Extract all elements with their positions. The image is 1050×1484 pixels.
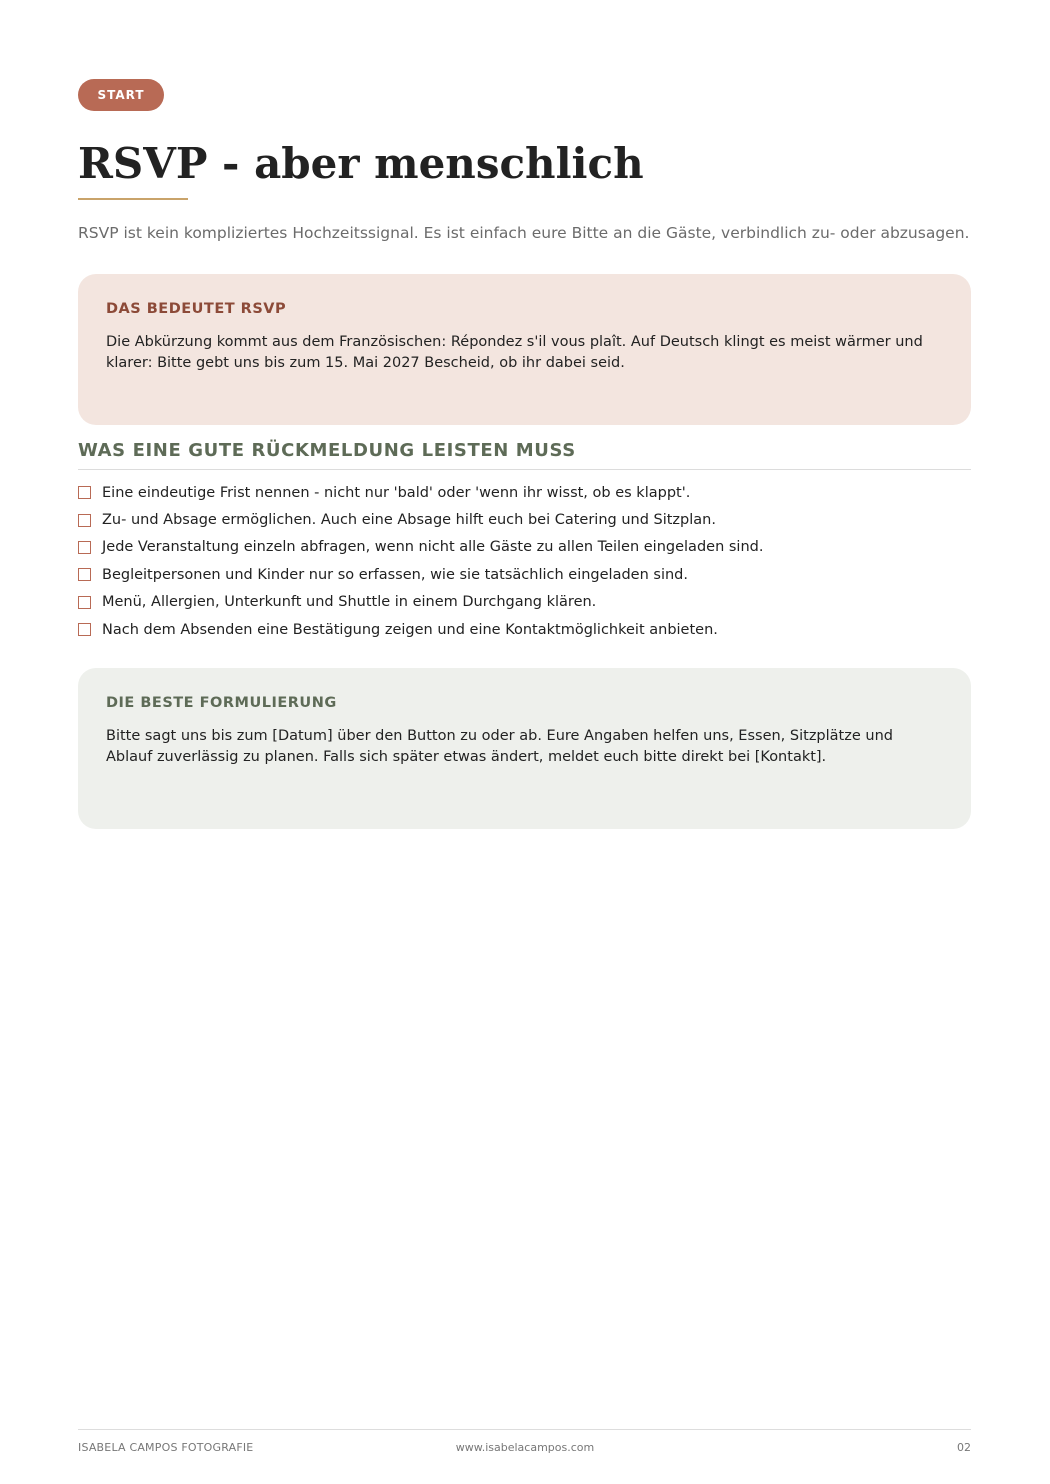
checklist-item-label: Menü, Allergien, Unterkunft und Shuttle in einem Durchgang klären. <box>102 594 597 611</box>
page-title: RSVP - aber menschlich <box>78 139 644 188</box>
title-underline <box>78 198 188 200</box>
rsvp-meaning-card <box>78 274 971 425</box>
start-badge: START <box>78 79 164 111</box>
checkbox-icon[interactable] <box>78 596 91 609</box>
footer-website-link[interactable]: www.isabelacampos.com <box>455 1441 595 1454</box>
footer-brand: ISABELA CAMPOS FOTOGRAFIE <box>78 1441 254 1454</box>
checklist-item <box>78 479 971 506</box>
checklist-item-label: Jede Veranstaltung einzeln abfragen, wenn nicht alle Gäste zu allen Teilen eingeladen sind. <box>102 539 764 556</box>
best-wording-heading: DIE BESTE FORMULIERUNG <box>106 695 337 711</box>
checklist-item-label: Begleitpersonen und Kinder nur so erfassen, wie sie tatsächlich eingeladen sind. <box>102 566 688 583</box>
checklist-item <box>78 589 971 616</box>
checkbox-icon[interactable] <box>78 514 91 527</box>
checkbox-icon[interactable] <box>78 568 91 581</box>
intro-text: RSVP ist kein kompliziertes Hochzeitssignal. Es ist einfach eure Bitte an die Gäste, verbindlich zu- oder abzusagen. <box>78 224 970 242</box>
checklist-divider <box>78 469 971 470</box>
checklist-heading: WAS EINE GUTE RÜCKMELDUNG LEISTEN MUSS <box>78 440 576 461</box>
rsvp-meaning-text: Die Abkürzung kommt aus dem Französischen: Répondez s'il vous plaît. Auf Deutsch klingt es meist wärmer und klarer: Bitte gebt uns bis zum 15. Mai 2027 Bescheid, ob ihr dabei seid. <box>106 334 923 371</box>
checklist-item <box>78 506 971 533</box>
best-wording-card <box>78 668 971 829</box>
footer-divider <box>78 1429 971 1430</box>
checkbox-icon[interactable] <box>78 623 91 636</box>
footer-page-number: 02 <box>957 1441 971 1454</box>
checklist-item-label: Nach dem Absenden eine Bestätigung zeigen und eine Kontaktmöglichkeit anbieten. <box>102 621 718 638</box>
checklist-item-label: Zu- und Absage ermöglichen. Auch eine Absage hilft euch bei Catering und Sitzplan. <box>102 512 716 529</box>
checklist-item <box>78 561 971 588</box>
best-wording-text: Bitte sagt uns bis zum [Datum] über den Button zu oder ab. Eure Angaben helfen uns, Essen, Sitzplätze und Ablauf zuverlässig zu planen. Falls sich später etwas ändert, meldet euch bitte direkt bei [Kontakt]. <box>106 728 893 765</box>
checkbox-icon[interactable] <box>78 541 91 554</box>
checklist-item <box>78 534 971 561</box>
rsvp-meaning-heading: DAS BEDEUTET RSVP <box>106 301 287 317</box>
checklist <box>78 479 971 643</box>
checklist-item-label: Eine eindeutige Frist nennen - nicht nur 'bald' oder 'wenn ihr wisst, ob es klappt'. <box>102 484 691 501</box>
checkbox-icon[interactable] <box>78 486 91 499</box>
checklist-item <box>78 616 971 643</box>
